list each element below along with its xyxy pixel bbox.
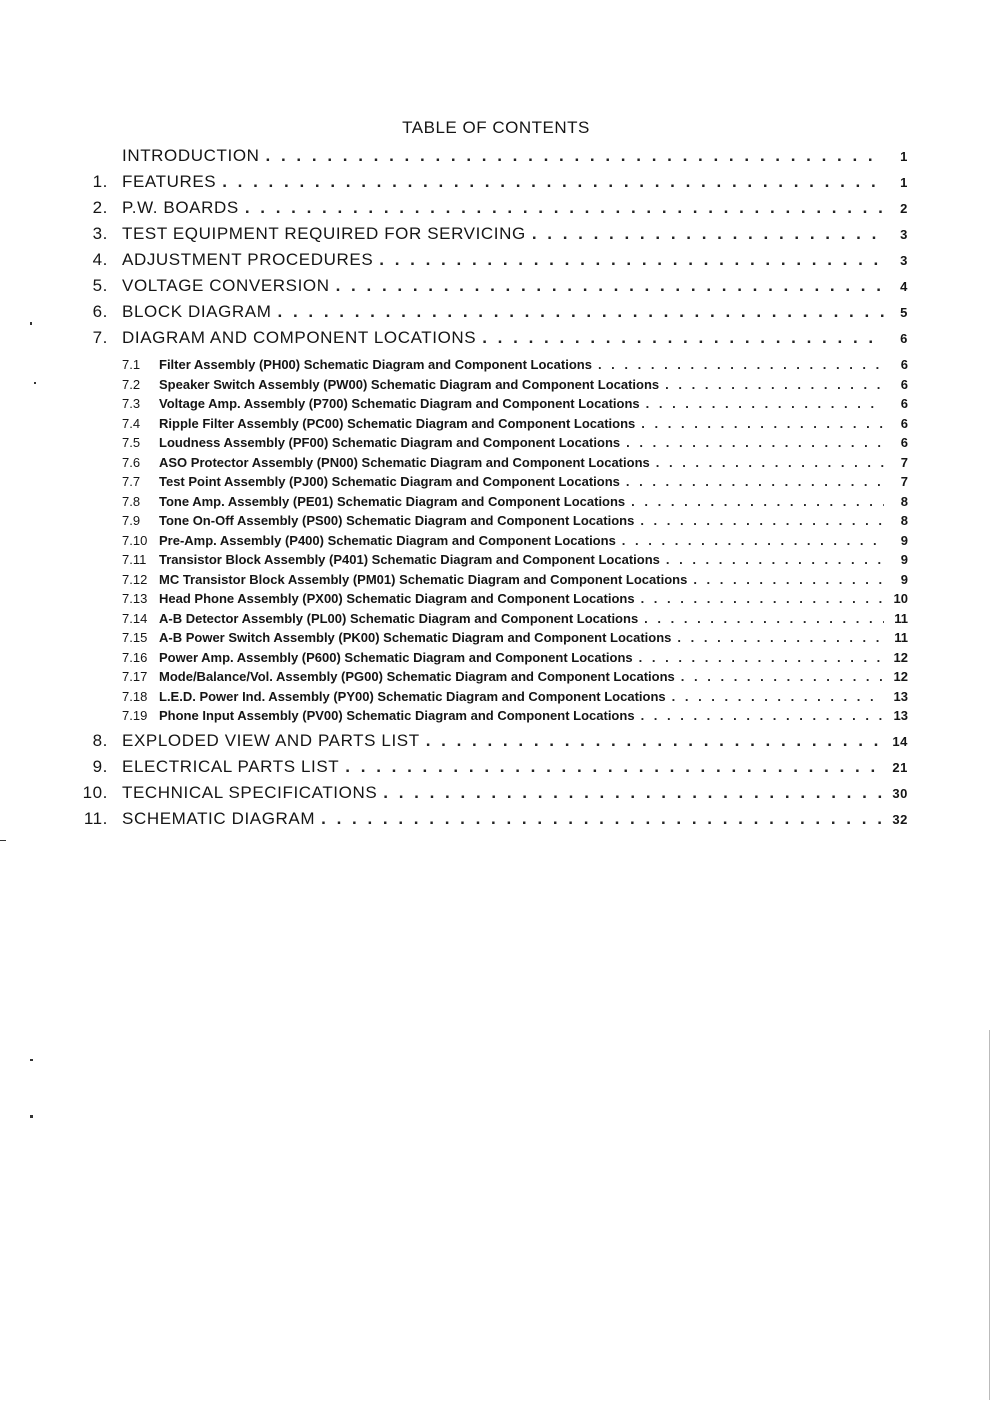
toc-entry-technical-specifications[interactable]: [82, 783, 908, 803]
subentry-page: 11: [894, 630, 908, 645]
dot-leader: [681, 669, 884, 684]
entry-number: 2.: [92, 198, 108, 217]
entry-label: FEATURES: [122, 172, 217, 191]
subentry-label: Transistor Block Assembly (P401) Schematic Diagram and Component Locations: [159, 552, 660, 567]
dot-leader: [622, 533, 884, 548]
toc-subentry[interactable]: [122, 708, 908, 723]
subentry-number: 7.16: [122, 649, 148, 665]
dot-leader: [656, 455, 884, 470]
entry-page: 3: [900, 227, 908, 242]
dot-leader: [677, 630, 884, 645]
entry-label: TECHNICAL SPECIFICATIONS: [122, 783, 378, 802]
toc-subentry[interactable]: [122, 669, 908, 684]
subentry-label: Power Amp. Assembly (P600) Schematic Diagram and Component Locations: [159, 649, 633, 665]
entry-label: TEST EQUIPMENT REQUIRED FOR SERVICING: [122, 224, 526, 243]
subentry-page: 6: [900, 357, 908, 372]
toc-subentry[interactable]: [122, 416, 908, 431]
subentry-page: 9: [900, 532, 908, 548]
subentry-number: 7.12: [122, 571, 148, 587]
dot-leader: [626, 474, 884, 489]
dot-leader: [482, 328, 884, 348]
subentry-page: 9: [900, 552, 908, 567]
entry-label: SCHEMATIC DIAGRAM: [122, 809, 316, 828]
subentry-label: A-B Power Switch Assembly (PK00) Schematic Diagram and Component Locations: [159, 630, 672, 645]
toc-entry-features[interactable]: [82, 172, 908, 192]
subentry-number: 7.6: [122, 454, 141, 470]
subentry-number: 7.5: [122, 435, 141, 450]
subentry-number: 7.9: [122, 513, 141, 528]
toc-subentry[interactable]: [122, 572, 908, 587]
subentry-label: Ripple Filter Assembly (PC00) Schematic Diagram and Component Locations: [159, 415, 636, 431]
entry-number: 1.: [92, 172, 108, 191]
entry-page: 3: [900, 253, 908, 268]
toc-entry-schematic-diagram[interactable]: [82, 809, 908, 829]
subentry-number: 7.19: [122, 708, 148, 723]
subentry-number: 7.4: [122, 415, 141, 431]
subentry-page: 9: [900, 571, 908, 587]
subentry-page: 7: [900, 454, 908, 470]
dot-leader: [646, 396, 884, 411]
subentry-number: 7.11: [122, 552, 147, 567]
entry-number: 10.: [82, 783, 108, 802]
dot-leader: [641, 416, 884, 431]
toc-entry-introduction[interactable]: [82, 146, 908, 166]
toc-entry-diagram-component-locations[interactable]: [82, 328, 908, 348]
entry-number: 11.: [83, 809, 108, 828]
dot-leader: [379, 250, 884, 270]
entry-label: BLOCK DIAGRAM: [122, 302, 272, 321]
dot-leader: [336, 276, 884, 296]
toc-subentry[interactable]: [122, 494, 908, 509]
toc-subentry[interactable]: [122, 513, 908, 528]
subentry-number: 7.8: [122, 493, 141, 509]
dot-leader: [426, 731, 884, 751]
subentry-page: 6: [900, 435, 908, 450]
entry-number: 7.: [92, 328, 108, 347]
entry-page: 4: [900, 279, 908, 294]
dot-leader: [626, 435, 884, 450]
entry-number: 8.: [92, 731, 108, 750]
subentry-label: Tone On-Off Assembly (PS00) Schematic Diagram and Component Locations: [159, 513, 635, 528]
subentry-page: 13: [893, 688, 908, 704]
toc-subentry[interactable]: [122, 533, 908, 548]
toc-entry-electrical-parts-list[interactable]: [82, 757, 908, 777]
subentry-label: Filter Assembly (PH00) Schematic Diagram and Component Locations: [159, 357, 592, 372]
dot-leader: [631, 494, 884, 509]
dot-leader: [222, 172, 884, 192]
dot-leader: [598, 357, 884, 372]
entry-page: 21: [892, 760, 908, 775]
entry-page: 14: [892, 734, 908, 749]
entry-number: 4.: [92, 250, 108, 269]
entry-number: 6.: [92, 302, 108, 321]
scan-speck: [0, 840, 6, 841]
dot-leader: [640, 513, 884, 528]
toc-entry-exploded-view[interactable]: [82, 731, 908, 751]
subentry-page: 6: [900, 396, 908, 411]
subentry-number: 7.18: [122, 688, 148, 704]
dot-leader: [321, 809, 884, 829]
toc-subentry[interactable]: [122, 357, 908, 372]
entry-label: ADJUSTMENT PROCEDURES: [122, 250, 374, 269]
scan-speck: [30, 1115, 33, 1118]
entry-label: DIAGRAM AND COMPONENT LOCATIONS: [122, 328, 477, 347]
dot-leader: [665, 377, 884, 392]
entry-page: 2: [900, 201, 908, 216]
subentry-page: 13: [893, 708, 908, 723]
toc-subentry[interactable]: [122, 552, 908, 567]
subentry-number: 7.1: [122, 357, 141, 372]
dot-leader: [641, 708, 884, 723]
subentry-label: Voltage Amp. Assembly (P700) Schematic Diagram and Component Locations: [159, 396, 640, 411]
entry-number: 5.: [92, 276, 108, 295]
subentry-label: Phone Input Assembly (PV00) Schematic Diagram and Component Locations: [159, 708, 635, 723]
entry-label: INTRODUCTION: [122, 146, 260, 165]
subentry-page: 7: [900, 474, 908, 489]
subentry-label: Speaker Switch Assembly (PW00) Schematic Diagram and Component Locations: [159, 376, 660, 392]
scan-edge-line: [989, 1030, 990, 1400]
entry-page: 1: [900, 149, 908, 164]
subentry-label: A-B Detector Assembly (PL00) Schematic Diagram and Component Locations: [159, 610, 639, 626]
entry-page: 32: [892, 812, 908, 827]
subentry-number: 7.14: [122, 610, 148, 626]
dot-leader: [345, 757, 884, 777]
toc-subentry[interactable]: [122, 396, 908, 411]
subentry-label: ASO Protector Assembly (PN00) Schematic Diagram and Component Locations: [159, 454, 650, 470]
dot-leader: [245, 198, 884, 218]
toc-subentry[interactable]: [122, 377, 908, 392]
entry-page: 1: [900, 175, 908, 190]
subentry-number: 7.7: [122, 474, 141, 489]
toc-entry-adjustment-procedures[interactable]: [82, 250, 908, 270]
scan-speck: [34, 382, 36, 384]
dot-leader: [266, 146, 884, 166]
entry-number: 9.: [92, 757, 108, 776]
toc-subentry[interactable]: [122, 650, 908, 665]
subentry-page: 6: [900, 415, 908, 431]
subentry-number: 7.10: [122, 532, 148, 548]
scan-speck: [30, 322, 32, 325]
toc-subentry[interactable]: [122, 630, 908, 645]
page-title: TABLE OF CONTENTS: [402, 118, 590, 137]
dot-leader: [639, 650, 884, 665]
entry-label: P.W. BOARDS: [122, 198, 239, 217]
subentry-number: 7.13: [122, 591, 148, 606]
subentry-label: Pre-Amp. Assembly (P400) Schematic Diagram and Component Locations: [159, 532, 616, 548]
subentry-label: Test Point Assembly (PJ00) Schematic Diagram and Component Locations: [159, 474, 620, 489]
toc-subentry[interactable]: [122, 435, 908, 450]
entry-page: 30: [892, 786, 908, 801]
entry-label: EXPLODED VIEW AND PARTS LIST: [122, 731, 420, 750]
subentry-label: Tone Amp. Assembly (PE01) Schematic Diagram and Component Locations: [159, 493, 626, 509]
dot-leader: [532, 224, 884, 244]
toc-subentry[interactable]: [122, 455, 908, 470]
toc-entry-block-diagram[interactable]: [82, 302, 908, 322]
toc-subentry[interactable]: [122, 611, 908, 626]
subentry-number: 7.17: [122, 669, 148, 684]
entry-page: 6: [900, 331, 908, 346]
subentry-page: 12: [893, 669, 908, 684]
subentry-page: 6: [900, 376, 908, 392]
subentry-page: 8: [900, 513, 908, 528]
dot-leader: [383, 783, 884, 803]
dot-leader: [693, 572, 884, 587]
subentry-label: Head Phone Assembly (PX00) Schematic Diagram and Component Locations: [159, 591, 635, 606]
dot-leader: [641, 591, 884, 606]
subentry-label: Mode/Balance/Vol. Assembly (PG00) Schematic Diagram and Component Locations: [159, 669, 675, 684]
dot-leader: [666, 552, 884, 567]
toc-entry-voltage-conversion[interactable]: [82, 276, 908, 296]
subentry-page: 8: [900, 493, 908, 509]
subentry-number: 7.15: [122, 630, 148, 645]
entry-label: VOLTAGE CONVERSION: [122, 276, 330, 295]
toc-entry-test-equipment[interactable]: [82, 224, 908, 244]
subentry-page: 11: [894, 610, 908, 626]
entry-page: 5: [900, 305, 908, 320]
dot-leader: [644, 611, 884, 626]
subentry-label: L.E.D. Power Ind. Assembly (PY00) Schematic Diagram and Component Locations: [159, 688, 666, 704]
toc-subentry[interactable]: [122, 591, 908, 606]
scan-speck: [30, 1059, 33, 1061]
dot-leader: [278, 302, 885, 322]
subentry-label: Loudness Assembly (PF00) Schematic Diagram and Component Locations: [159, 435, 621, 450]
toc-subentry[interactable]: [122, 689, 908, 704]
subentry-label: MC Transistor Block Assembly (PM01) Schematic Diagram and Component Locations: [159, 571, 688, 587]
subentry-number: 7.2: [122, 376, 141, 392]
subentry-number: 7.3: [122, 396, 141, 411]
subentry-page: 10: [893, 591, 908, 606]
dot-leader: [672, 689, 884, 704]
entry-number: 3.: [92, 224, 108, 243]
toc-entry-pw-boards[interactable]: [82, 198, 908, 218]
subentry-page: 12: [893, 649, 908, 665]
entry-label: ELECTRICAL PARTS LIST: [122, 757, 340, 776]
toc-subentry[interactable]: [122, 474, 908, 489]
